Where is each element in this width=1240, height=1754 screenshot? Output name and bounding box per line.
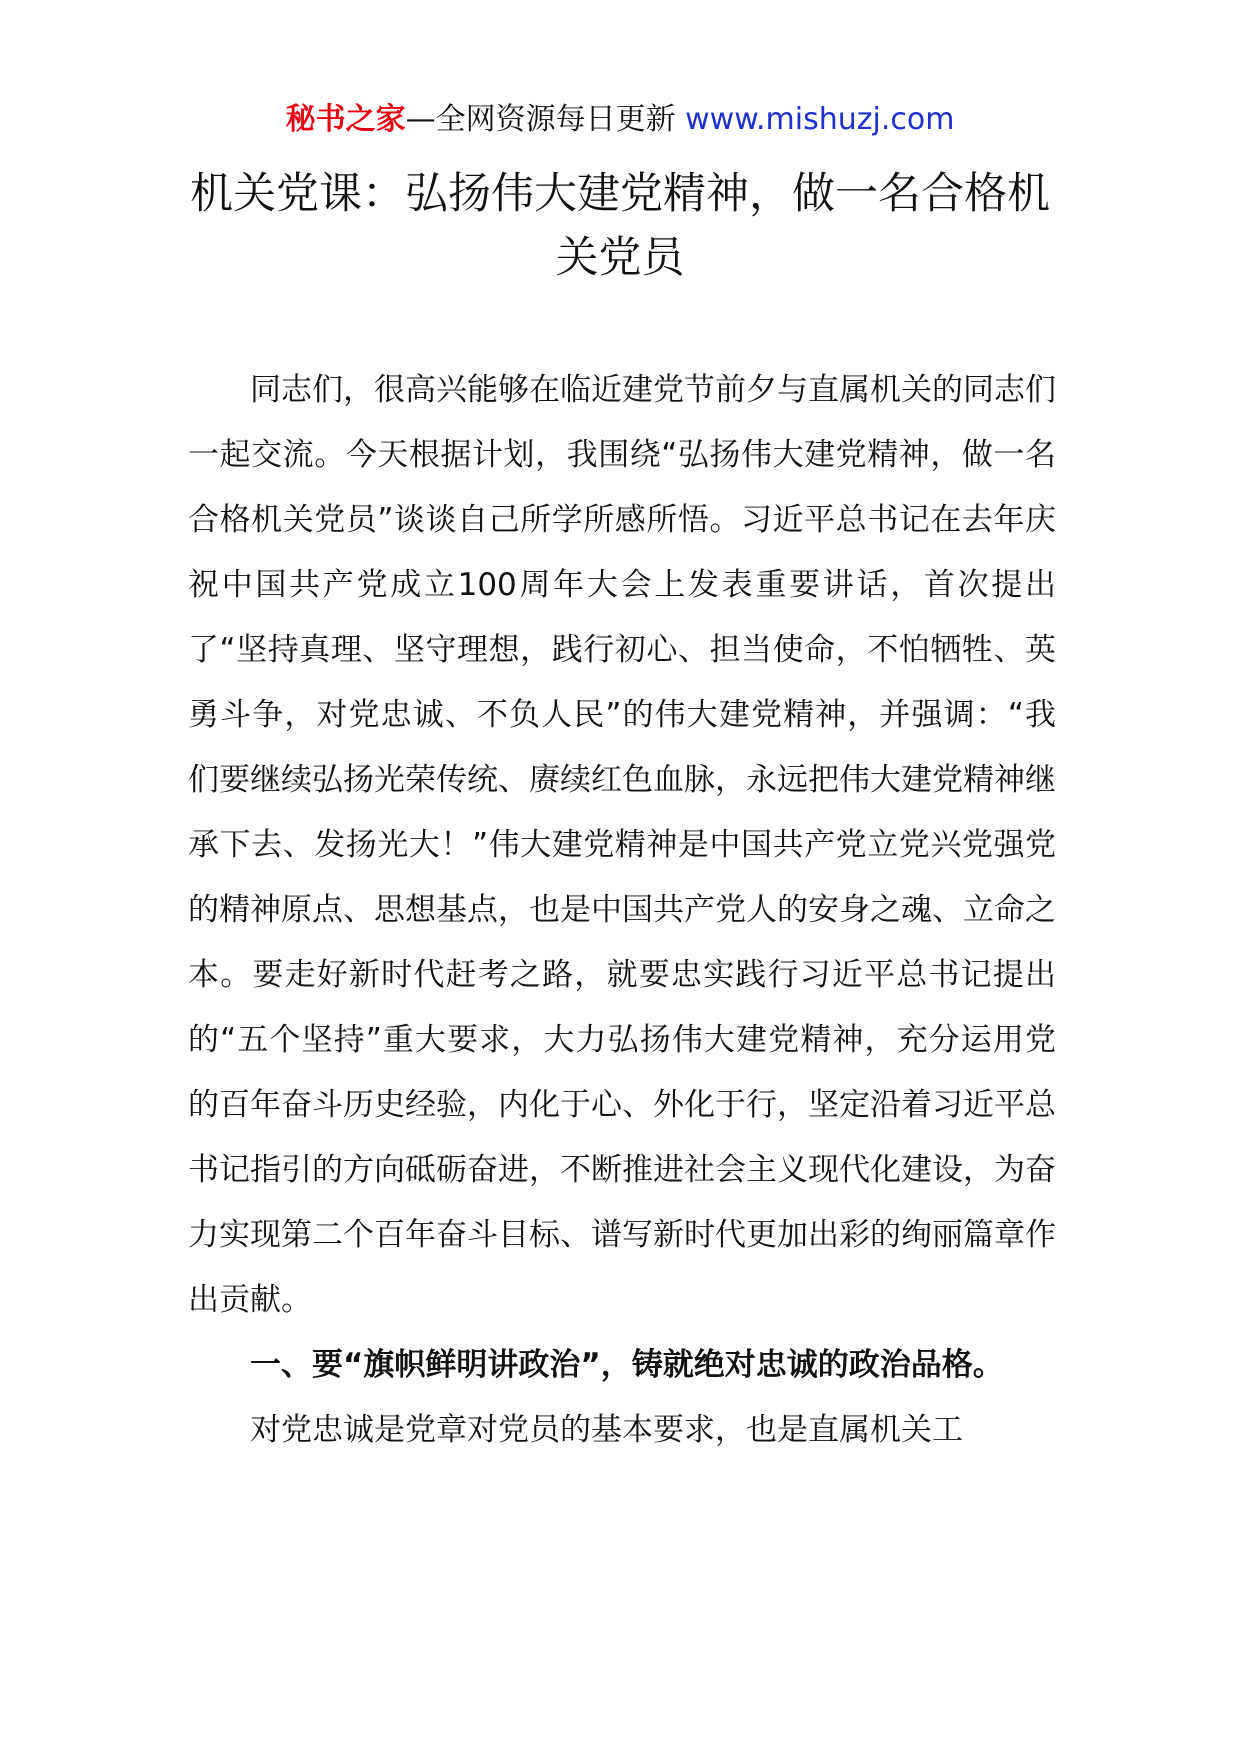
- banner-tagline: —全网资源每日更新: [405, 102, 686, 137]
- document-body: [188, 358, 1056, 1463]
- site-banner: [0, 100, 1240, 140]
- site-url-link[interactable]: www.mishuzj.com: [685, 102, 955, 137]
- section-heading: 一、要“旗帜鲜明讲政治”，铸就绝对忠诚的政治品格。: [250, 1347, 1004, 1383]
- document-title: 机关党课：弘扬伟大建党精神，做一名合格机关党员: [190, 169, 1050, 283]
- section-paragraph: 对党忠诚是党章对党员的基本要求，也是直属机关工: [250, 1412, 963, 1448]
- intro-paragraph: 同志们，很高兴能够在临近建党节前夕与直属机关的同志们一起交流。今天根据计划，我围绕“弘扬伟大建党精神，做一名合格机关党员”谈谈自己所学所感所悟。习近平总书记在去年庆祝中国共产党成立100周年大会上发表重要讲话，首次提出了“坚持真理、坚守理想，践行初心、担当使命，不怕牺牲、英勇斗争，对党忠诚、不负人民”的伟大建党精神，并强调：“我们要继续弘扬光荣传统、赓续红色血脉，永远把伟大建党精神继承下去、发扬光大！”伟大建党精神是中国共产党立党兴党强党的精神原点、思想基点，也是中国共产党人的安身之魂、立命之本。要走好新时代赶考之路，就要忠实践行习近平总书记提出的“五个坚持”重大要求，大力弘扬伟大建党精神，充分运用党的百年奋斗历史经验，内化于心、外化于行，坚定沿着习近平总书记指引的方向砥砺奋进，不断推进社会主义现代化建设，为奋力实现第二个百年奋斗目标、谱写新时代更加出彩的绚丽篇章作出贡献。: [188, 372, 1056, 1318]
- brand-name: 秘书之家: [285, 102, 406, 137]
